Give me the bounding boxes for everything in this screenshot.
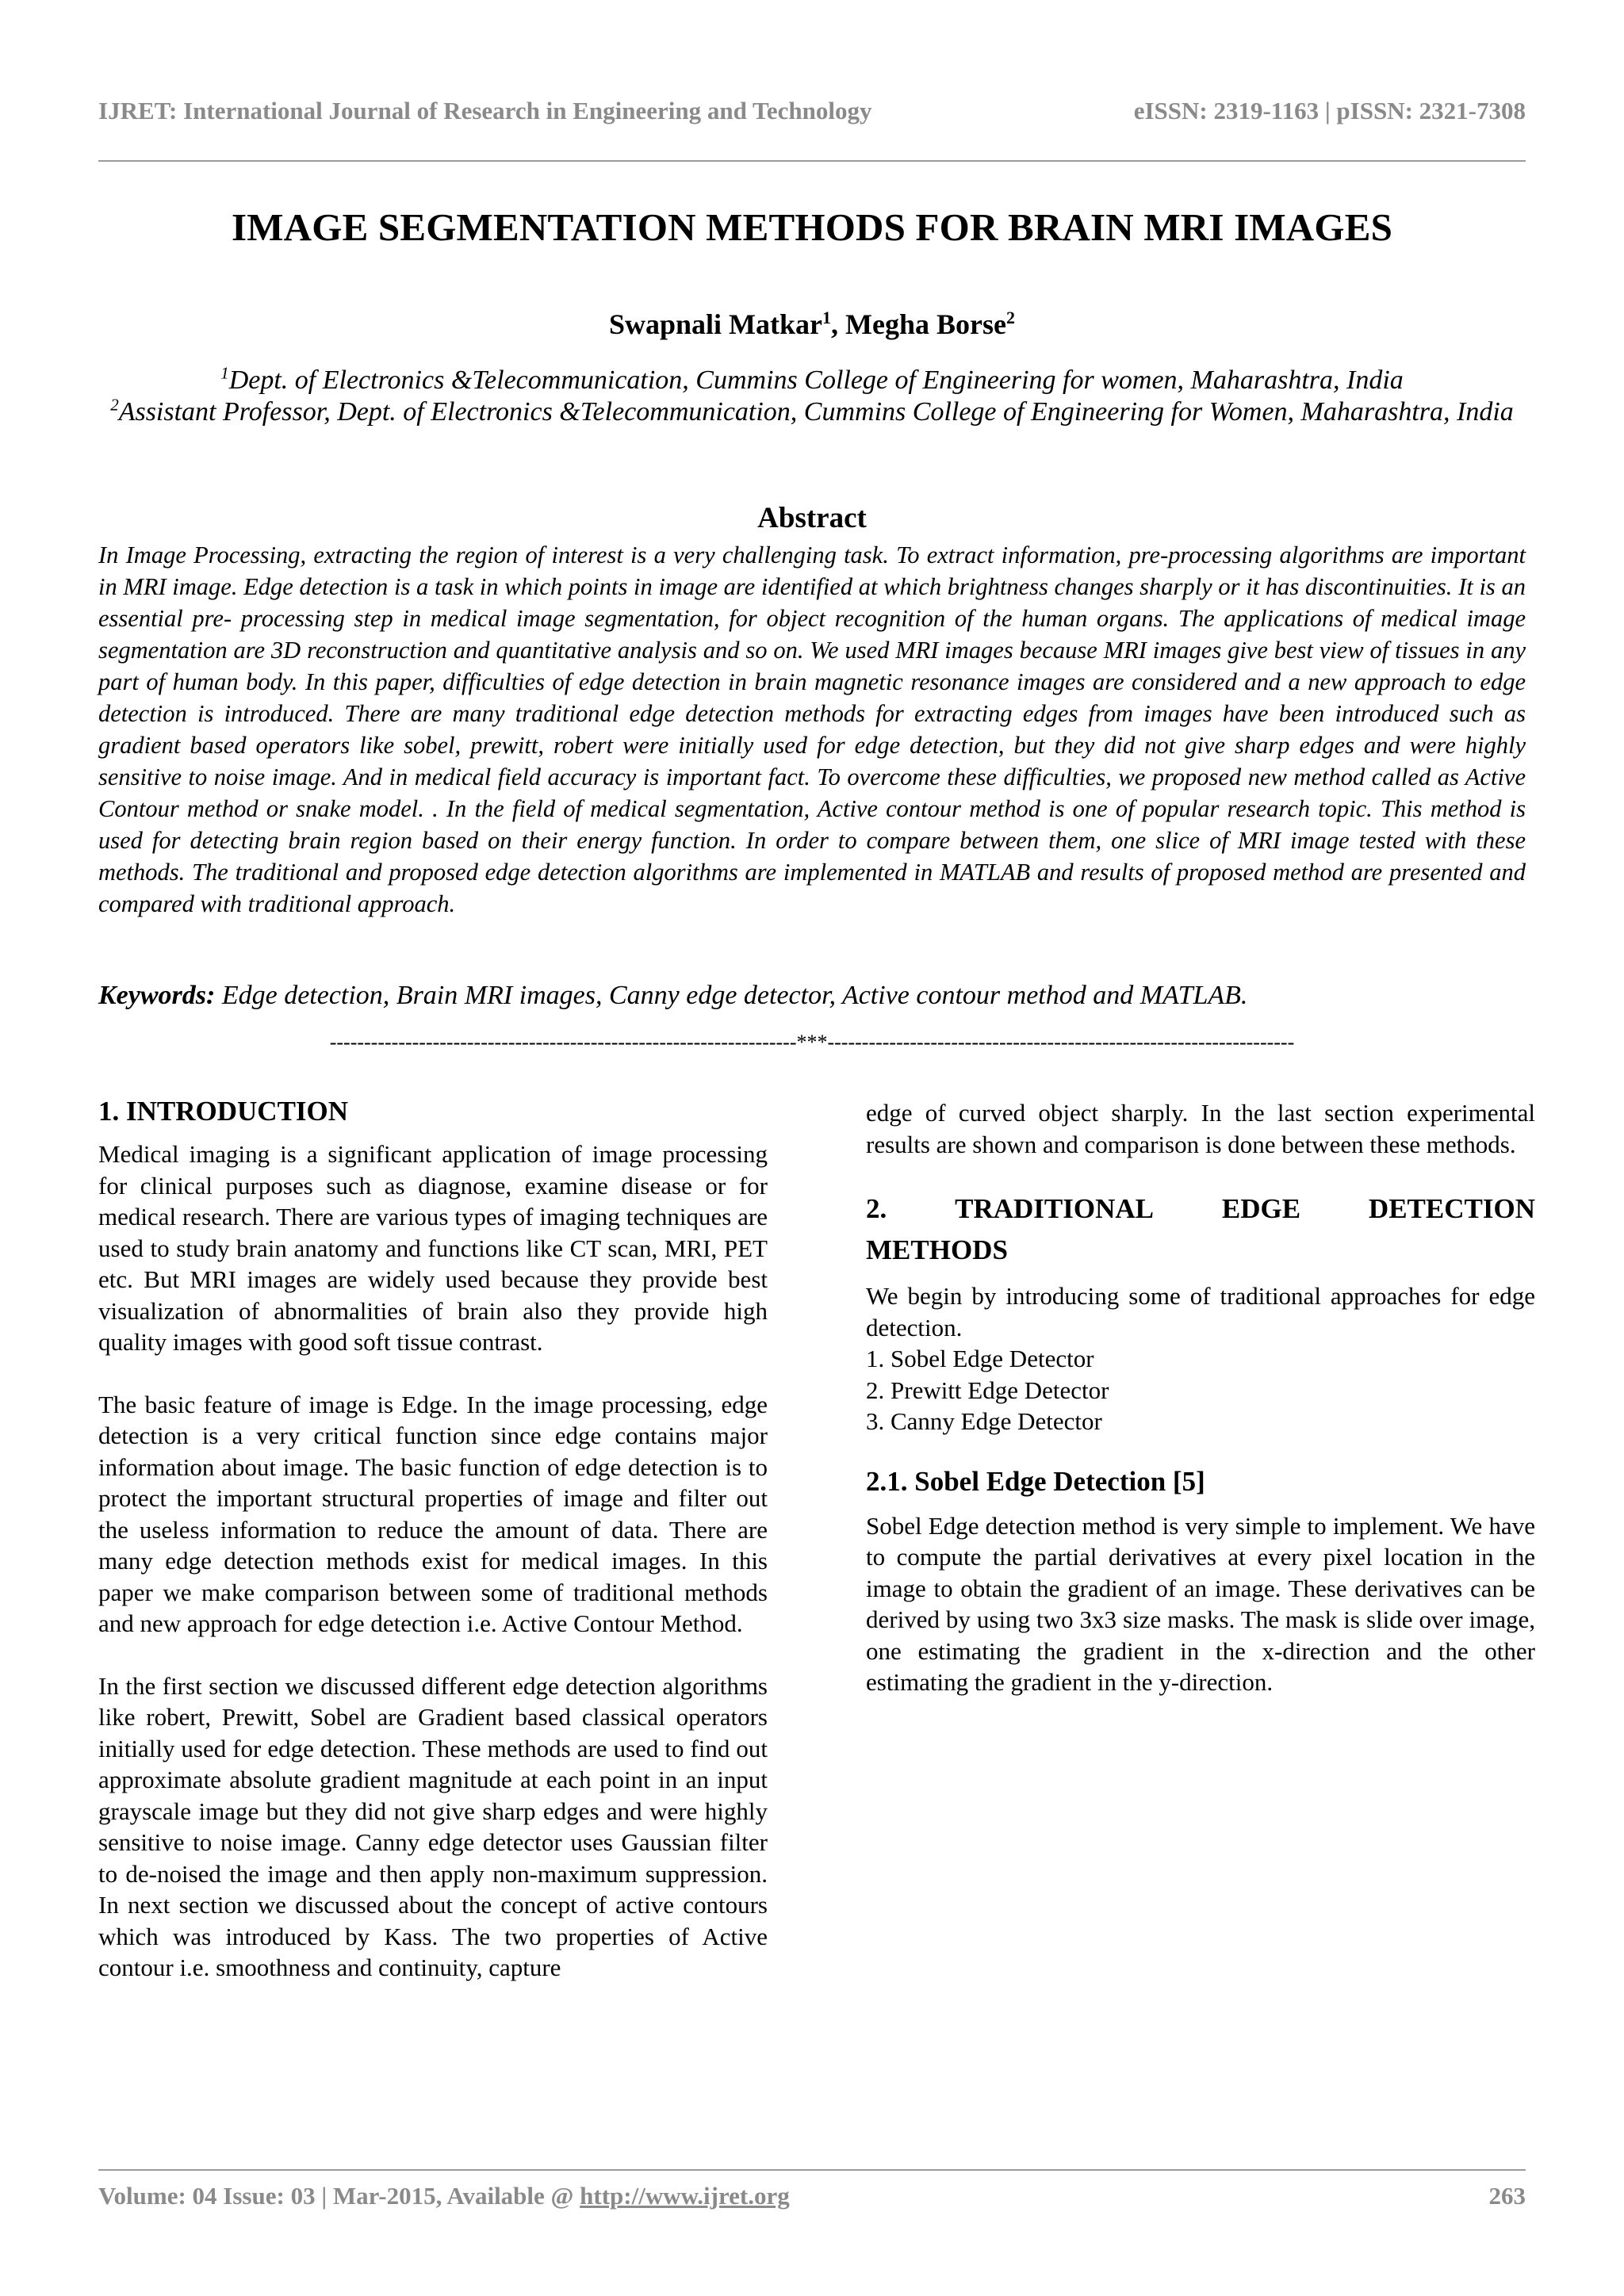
volume-info xyxy=(98,2182,790,2210)
heading-word: TRADITIONAL xyxy=(955,1193,1154,1224)
keywords-label: Keywords: xyxy=(98,981,216,1010)
journal-name: IJRET: International Journal of Research in Engineering and Technology xyxy=(98,97,872,124)
volume-text: Volume: 04 Issue: 03 | Mar-2015, Available @ xyxy=(98,2182,580,2210)
heading-word: EDGE xyxy=(1221,1193,1301,1224)
affiliation-mark: 1 xyxy=(822,308,832,327)
list-item: 2. Prewitt Edge Detector xyxy=(866,1376,1109,1404)
journal-link[interactable]: http://www.ijret.org xyxy=(580,2182,790,2210)
list-item: 3. Canny Edge Detector xyxy=(866,1407,1102,1435)
page-number: 263 xyxy=(1488,2182,1526,2210)
header-divider xyxy=(98,160,1526,162)
keywords xyxy=(98,980,1526,1012)
subsection-heading-sobel: 2.1. Sobel Edge Detection [5] xyxy=(866,1465,1205,1497)
abstract-text: In Image Processing, extracting the region of interest is a very challenging task. To extract information, pre-processing algorithms are important in MRI image. Edge detection is a task in which points in image are identified at which brightness changes sharply or it has discontinuities. It is an essential pre- processing step in medical image segmentation, for object recognition of the human organs. The applications of medical image segmentation are 3D reconstruction and quantitative analysis and so on. We used MRI images because MRI images give best view of tissues in any part of human body. In this paper, difficulties of edge detection in brain magnetic resonance images are considered and a new approach to edge detection is introduced. There are many traditional edge detection methods for extracting edges from images have been introduced such as gradient based operators like sobel, prewitt, robert were initially used for edge detection, but they did not give sharp edges and were highly sensitive to noise image. And in medical field accuracy is important fact. To overcome these difficulties, we proposed new method called as Active Contour method or snake model. . In the field of medical segmentation, Active contour method is one of popular research topic. This method is used for detecting brain region based on their energy function. In order to compare between them, one slice of MRI image tested with these methods. The traditional and proposed edge detection algorithms are implemented in MATLAB and results of proposed method are presented and compared with traditional approach. xyxy=(98,541,1526,917)
author-separator: , xyxy=(831,308,846,340)
section-heading-traditional xyxy=(866,1188,1535,1271)
affiliation-mark: 2 xyxy=(110,395,119,415)
list-item: 1. Sobel Edge Detector xyxy=(866,1345,1094,1372)
issn-info: eISSN: 2319-1163 | pISSN: 2321-7308 xyxy=(1133,97,1526,124)
affiliation-line xyxy=(98,396,1526,428)
affiliation-line xyxy=(98,365,1526,396)
author-name: Swapnali Matkar xyxy=(608,308,823,340)
paragraph: Medical imaging is a significant application of image processing for clinical purposes such as diagnose, examine disease or for medical research. There are various types of imaging techniques are used to study brain anatomy and functions like CT scan, MRI, PET etc. But MRI images are widely used because they provide best visualization of abnormalities of brain also they provide high quality images with good soft tissue contrast. xyxy=(98,1140,768,1356)
paragraph: In the first section we discussed different edge detection algorithms like robert, Prewitt, Sobel are Gradient based classical operators initially used for edge detection. These methods are used to find out approximate absolute gradient magnitude at each point in an input grayscale image but they did not give sharp edges and were highly sensitive to noise image. Canny edge detector uses Gaussian filter to de-noised the image and then apply non-maximum suppression. In next section we discussed about the concept of active contours which was introduced by Kass. The two properties of Active contour i.e. smoothness and continuity, capture xyxy=(98,1671,768,1981)
heading-word: METHODS xyxy=(866,1234,1008,1265)
paragraph: The basic feature of image is Edge. In the image processing, edge detection is a very critical function since edge contains major information about image. The basic function of edge detection is to protect the important structural properties of image and filter out the useless information to reduce the amount of data. There are many edge detection methods exist for medical images. In this paper we make comparison between some of traditional methods and new approach for edge detection i.e. Active Contour Method. xyxy=(98,1390,768,1637)
affiliation-text: Assistant Professor, Dept. of Electronics &Telecommunication, Cummins College of Engineering for Women, Maharashtra, India xyxy=(118,397,1514,427)
running-footer xyxy=(98,2182,1526,2210)
paragraph: We begin by introducing some of traditional approaches for edge detection. xyxy=(866,1282,1535,1341)
affiliation-mark: 2 xyxy=(1006,308,1015,327)
abstract-heading: Abstract xyxy=(757,502,867,534)
footer-divider xyxy=(98,2169,1526,2171)
author-name: Megha Borse xyxy=(845,308,1006,340)
affiliation-text: Dept. of Electronics &Telecommunication, Cummins College of Engineering for women, Maharashtra, India xyxy=(228,365,1404,395)
running-header xyxy=(98,97,1526,125)
paper-title: IMAGE SEGMENTATION METHODS FOR BRAIN MRI IMAGES xyxy=(231,205,1393,249)
right-column xyxy=(866,1097,1535,1698)
affiliation-mark: 1 xyxy=(220,363,229,383)
keywords-text: Edge detection, Brain MRI images, Canny edge detector, Active contour method and MATLAB. xyxy=(215,981,1248,1010)
left-column xyxy=(98,1094,768,1984)
section-heading-introduction: 1. INTRODUCTION xyxy=(98,1096,349,1127)
section-separator: --------------------------------------------------------------------***-------------------------------------------------------------------- xyxy=(329,1031,1295,1054)
heading-word: 2. xyxy=(866,1193,887,1224)
affiliations xyxy=(98,365,1526,428)
heading-word: DETECTION xyxy=(1368,1193,1535,1224)
paragraph: edge of curved object sharply. In the last section experimental results are shown and comparison is done between these methods. xyxy=(866,1099,1535,1158)
paragraph: Sobel Edge detection method is very simple to implement. We have to compute the partial derivatives at every pixel location in the image to obtain the gradient of an image. These derivatives can be derived by using two 3x3 size masks. The mask is slide over image, one estimating the gradient in the x-direction and the other estimating the gradient in the y-direction. xyxy=(866,1511,1535,1696)
author-list xyxy=(98,308,1526,341)
